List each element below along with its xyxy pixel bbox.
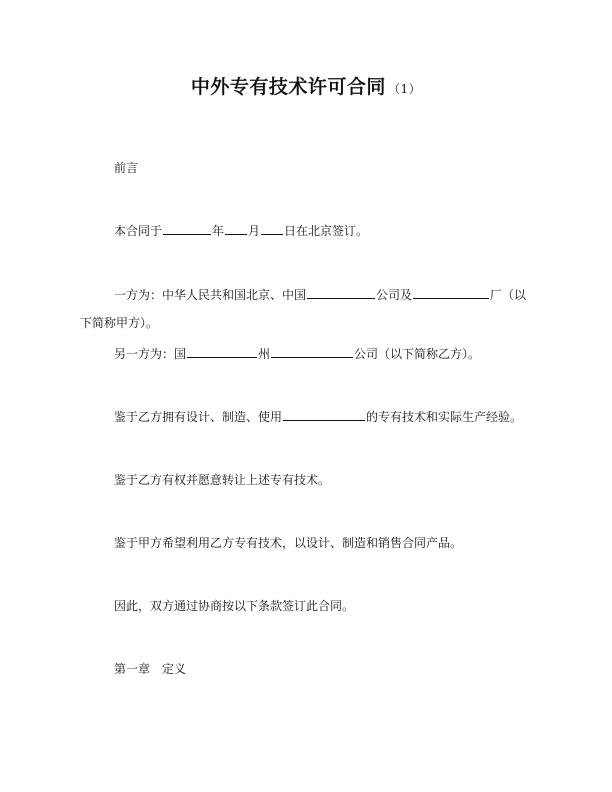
year-blank [163, 221, 211, 235]
party-a-factory-blank [413, 285, 489, 299]
party-b-part2: 州 [258, 347, 271, 361]
chapter-1-text: 第一章 定义 [114, 662, 187, 676]
month-blank [225, 221, 247, 235]
whereas-1 [80, 404, 570, 430]
party-b-part1: 另一方为：国 [114, 347, 187, 361]
whereas-3 [80, 530, 570, 556]
party-a-company-blank [307, 285, 375, 299]
party-a-part1: 一方为：中华人民共和国北京、中国 [114, 288, 307, 302]
party-b-part3: 公司（以下简称乙方）。 [354, 347, 481, 361]
whereas-1-suffix: 的专有技术和实际生产经验。 [366, 410, 523, 424]
month-label: 月 [248, 224, 261, 238]
day-blank [261, 221, 283, 235]
party-a-part2: 公司及 [376, 288, 413, 302]
signing-date-line [80, 218, 570, 244]
document-title [0, 74, 612, 102]
party-b-country-blank [187, 344, 257, 358]
agreement-text: 因此，双方通过协商按以下条款签订此合同。 [114, 599, 355, 613]
title-main: 中外专有技术许可合同 [190, 76, 386, 98]
whereas-2-text: 鉴于乙方有权并愿意转让上述专有技术。 [114, 473, 331, 487]
whereas-3-text: 鉴于甲方希望利用乙方专有技术，以设计、制造和销售合同产品。 [114, 536, 463, 550]
sign-suffix: 日在北京签订。 [284, 224, 369, 238]
whereas-1-blank [283, 407, 365, 421]
year-label: 年 [212, 224, 225, 238]
agreement-clause [80, 593, 570, 619]
whereas-2 [80, 467, 570, 493]
party-a-line2-text: 下简称甲方）。 [80, 316, 159, 330]
whereas-1-prefix: 鉴于乙方拥有设计、制造、使用 [114, 410, 283, 424]
party-a-part3: 厂（以 [490, 288, 527, 302]
sign-prefix: 本合同于 [114, 224, 163, 238]
chapter-1-heading [80, 656, 570, 682]
party-b-company-blank [271, 344, 353, 358]
preface-heading [80, 155, 570, 181]
party-a-line-2 [80, 310, 536, 336]
preface-text: 前言 [114, 161, 139, 175]
party-b-line [80, 341, 570, 367]
title-suffix: （1） [387, 82, 422, 96]
party-a-line-1 [80, 282, 570, 308]
